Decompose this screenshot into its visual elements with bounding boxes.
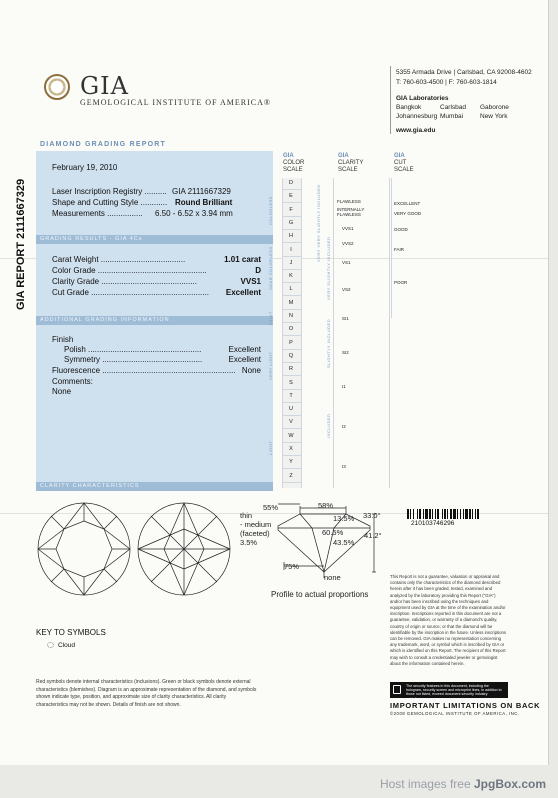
fluorescence-value: None [241, 366, 261, 375]
girdle-line: - medium [240, 520, 272, 529]
barcode-stripe [453, 509, 456, 519]
barcode-stripe [450, 509, 452, 519]
gia-logo-text: GIA [80, 72, 129, 100]
barcode-stripe [444, 509, 446, 519]
symbols-note: Red symbols denote internal characteristics (inclusions). Green or black symbols denote external characteristics (blemishes). Diagram is an approximate representation of the diamond, and symbols shown indicate type, position, and approximate size of clarity characteristics. All clarity characteristics may not be shown. Details of finish are not shown. [36, 679, 257, 708]
barcode-number: 210103746296 [411, 520, 455, 527]
girdle-line: 3.5% [240, 538, 258, 547]
barcode-stripe [465, 509, 468, 519]
cut-scale-header [394, 153, 414, 174]
color-scale-tick [282, 309, 302, 310]
clarity-scale-header [338, 153, 363, 174]
crown-angle: 33.0° [363, 511, 381, 520]
clarity-grade-label: I1 [342, 384, 346, 389]
limitations-notice: IMPORTANT LIMITATIONS ON BACK [390, 701, 541, 710]
crown-height-percentage: 55% [263, 503, 279, 512]
barcode-stripe [429, 509, 431, 519]
color-grade-letter: S [289, 379, 293, 386]
cut-grade: POOR [394, 280, 408, 285]
scale-head-line: COLOR [283, 160, 305, 166]
fluorescence-label: Fluorescence ............................................................ [52, 366, 236, 375]
color-grade-letter: N [289, 313, 293, 319]
clarity-grade-label: VVS2 [342, 241, 354, 246]
color-scale-tick [282, 269, 302, 270]
color-grade-letter: F [289, 206, 293, 213]
gia-logo-subtitle: GEMOLOGICAL INSTITUTE OF AMERICA® [80, 98, 271, 107]
color-grade-letter: K [289, 273, 293, 280]
color-grade-letter: X [289, 446, 293, 452]
clarity-scale-line [389, 178, 390, 488]
shape-value: Round Brilliant [175, 198, 233, 207]
crown-percentage: 13.5% [333, 514, 355, 523]
color-scale-tick [282, 282, 302, 283]
copyright: ©2008 GEMOLOGICAL INSTITUTE OF AMERICA, INC. [390, 711, 520, 716]
culet-size: none [324, 573, 341, 582]
color-scale-tick [282, 216, 302, 217]
lab-name: Johannesburg [396, 113, 438, 120]
clarity-grade-label: I3 [342, 464, 346, 469]
barcode-stripe [417, 509, 418, 519]
website: www.gia.edu [396, 127, 436, 134]
pavilion-plot [138, 503, 230, 595]
clarity-grade-label: SI1 [342, 316, 349, 321]
color-scale-tick [282, 295, 302, 296]
color-scale-tick [282, 428, 302, 429]
barcode-stripe [457, 509, 458, 519]
color-group-label: NEAR COLORLESS [268, 246, 273, 290]
clarity-group-label: VERY SLIGHTLY INCLUDED [326, 236, 331, 300]
color-grade-letter: E [289, 193, 293, 200]
barcode-stripe [472, 509, 473, 519]
security-note: The security features in this document, including the hologram, security screen and microprint lines, in addition to those not listed, exceed document security industry guidelines. [406, 684, 502, 701]
inscription-label: Laser Inscription Registry .......... [52, 187, 167, 196]
pavilion-angle: 41.2° [364, 531, 382, 540]
cloud-icon [47, 642, 54, 648]
band-label: GRADING RESULTS - GIA 4Cs [40, 236, 143, 242]
clarity-grade-label: I2 [342, 424, 346, 429]
clarity-label: Clarity Grade ........................................... [52, 277, 197, 286]
scale-head-line: SCALE [394, 167, 414, 173]
color-grade-letter: Y [289, 459, 293, 466]
carat-value: 1.01 carat [224, 255, 261, 264]
color-scale-tick [282, 335, 302, 336]
symmetry-value: Excellent [228, 355, 261, 364]
lab-name: Carlsbad [440, 104, 467, 111]
lower-half-percentage: 75% [284, 562, 300, 571]
clarity-grade-label: FLAWLESS [337, 199, 361, 204]
clarity-group-label: SLIGHTLY INCLUDED [326, 318, 331, 368]
disclaimer-text: This Report is not a guarantee, valuation or appraisal and contains only the characteristics of the diamond described herein after it has been graded, tested, examined and analyzed by the laboratory providing this Report ("GIA") and/or has been inscribed using the techniques and equipment used by GIA at the time of the examination and/or inscription. Inscriptions reported in this document are not a guarantee, validation, or warranty of a diamond's quality, country of origin or source; or that the diamond will be identifiable by the inscription in the future. Unless inscriptions can be removed. GIA makes no representation concerning any trademark, word, or symbol which is inscribed by GIA or which is identified on this Report. The recipient of this Report may wish to consult a credentialed jeweler or gemologist about the information contained herein. [390, 574, 507, 666]
labs-title: GIA Laboratories [396, 95, 449, 102]
carat-label: Carat Weight ...................................... [52, 255, 186, 264]
clarity-grade-label: VS2 [342, 287, 351, 292]
additional-info-band [36, 316, 273, 325]
report-date: February 19, 2010 [52, 163, 118, 172]
color-grade-letter: L [289, 286, 293, 293]
finish-label: Finish [52, 335, 74, 344]
total-depth-percentage: 60.5% [322, 528, 344, 537]
scale-head-line: GIA [394, 153, 405, 159]
color-scale-tick [282, 402, 302, 403]
lab-name: Gaborone [480, 104, 509, 111]
comments-label: Comments: [52, 377, 93, 386]
color-grade-letter: V [289, 419, 293, 426]
barcode-stripe [435, 509, 436, 519]
color-scale-tick [282, 415, 302, 416]
color-grade-letter: G [288, 219, 294, 226]
color-scale-tick [282, 349, 302, 350]
color-scale-tick [282, 189, 302, 190]
measurements-value: 6.50 - 6.52 x 3.94 mm [155, 209, 233, 218]
address-line-1: 5355 Armada Drive | Carlsbad, CA 92008-4602 [396, 69, 532, 76]
barcode-stripe [413, 509, 414, 519]
cut-grade: GOOD [394, 227, 408, 232]
color-grade-letter: P [289, 339, 293, 346]
proportions-caption: Profile to actual proportions [271, 590, 369, 599]
barcode-stripe [423, 509, 424, 519]
cut-scale-line [391, 178, 392, 318]
color-grade-letter: Q [288, 352, 294, 359]
polish-value: Excellent [228, 345, 261, 354]
pavilion-percentage: 43.5% [333, 538, 355, 547]
color-scale-tick [282, 375, 302, 376]
color-scale-tick [282, 202, 302, 203]
color-scale-tick [282, 455, 302, 456]
security-box [390, 682, 508, 701]
barcode-stripe [407, 509, 409, 519]
color-grade-letter: Z [289, 472, 293, 479]
report-title: DIAMOND GRADING REPORT [40, 141, 166, 148]
color-grade-letter: H [289, 233, 293, 240]
color-value: D [255, 266, 261, 275]
barcode-stripe [475, 509, 476, 519]
color-scale-header [283, 153, 304, 174]
watermark-brand: JpgBox.com [473, 777, 546, 791]
color-scale-tick [282, 468, 302, 469]
clarity-plot-diagrams [34, 499, 246, 601]
barcode-stripe [410, 509, 411, 519]
clarity-grade-label: SI2 [342, 350, 349, 355]
key-to-symbols-title: KEY TO SYMBOLS [36, 628, 106, 637]
color-grade-letter: T [289, 392, 293, 399]
barcode-stripe [477, 509, 479, 519]
color-group-label: FAINT [268, 311, 273, 325]
color-scale-tick [282, 242, 302, 243]
barcode-stripe [425, 509, 428, 519]
scale-head-line: GIA [283, 153, 294, 159]
address-divider [390, 66, 391, 134]
color-group-label: COLORLESS [268, 196, 273, 225]
watermark-text: Host images free [379, 777, 474, 791]
barcode [407, 509, 511, 519]
clarity-scale-line [333, 178, 334, 488]
watermark [380, 777, 546, 791]
color-grade-letter: M [288, 299, 294, 306]
girdle-line: thin [240, 511, 253, 520]
lab-name: New York [480, 113, 508, 120]
scale-head-line: SCALE [283, 167, 303, 173]
color-grade-letter: I [290, 246, 292, 253]
barcode-stripe [460, 509, 461, 519]
color-grade-letter: U [289, 406, 293, 413]
comments-value: None [52, 387, 72, 396]
lock-icon [393, 685, 401, 694]
color-scale-tick [282, 442, 302, 443]
cut-grade: EXCELLENT [394, 201, 421, 206]
clarity-grade-label: VS1 [342, 260, 351, 265]
barcode-stripe [432, 509, 433, 519]
lab-name: Bangkok [396, 104, 422, 111]
color-grade-letter: O [288, 326, 294, 333]
color-grade-letter: D [289, 180, 293, 186]
gia-seal-icon [44, 74, 70, 100]
barcode-stripe [442, 509, 443, 519]
symmetry-label: Symmetry ............................................. [64, 355, 203, 364]
color-scale-tick [282, 482, 302, 483]
polish-label: Polish ................................................... [64, 345, 202, 354]
clarity-grade-label: INTERNALLY FLAWLESS [337, 207, 365, 217]
color-scale-tick [282, 362, 302, 363]
clarity-group-label: VERY VERY SLIGHTLY INCLUDED [316, 184, 321, 262]
band-label: CLARITY CHARACTERISTICS [40, 483, 140, 489]
inscription-value: GIA 2111667329 [172, 187, 231, 196]
color-group-label: VERY LIGHT [268, 351, 273, 380]
scale-head-line: CUT [394, 160, 407, 166]
scale-head-line: CLARITY [338, 160, 364, 166]
color-scale-tick [282, 389, 302, 390]
shape-label: Shape and Cutting Style ............ [52, 198, 168, 207]
key-item-cloud: Cloud [58, 642, 75, 649]
barcode-stripe [469, 509, 471, 519]
measurements-label: Measurements ................ [52, 209, 143, 218]
cut-value: Excellent [225, 288, 261, 297]
color-scale-tick [282, 229, 302, 230]
address-line-2: T: 760-603-4500 | F: 760-603-1814 [396, 79, 497, 86]
cut-grade: VERY GOOD [394, 211, 422, 216]
barcode-stripe [463, 509, 464, 519]
barcode-stripe [437, 509, 439, 519]
color-label: Color Grade ................................................. [52, 266, 207, 275]
clarity-grade-label: VVS1 [342, 226, 354, 231]
table-percentage: 58% [318, 501, 334, 510]
color-grade-letter: W [288, 432, 294, 439]
color-grade-letter: J [289, 259, 293, 266]
color-scale-tick [282, 256, 302, 257]
clarity-value: VVS1 [240, 277, 261, 286]
barcode-stripe [419, 509, 421, 519]
clarity-group-label: INCLUDED [326, 413, 331, 438]
cut-grade: FAIR [394, 247, 405, 252]
scale-head-line: GIA [338, 153, 349, 159]
crown-plot [38, 503, 130, 595]
color-scale-tick [282, 322, 302, 323]
grading-results-band [36, 235, 273, 244]
report-number-vertical: GIA REPORT 2111667329 [15, 178, 27, 310]
girdle-description [240, 511, 271, 547]
girdle-line: (faceted) [240, 529, 270, 538]
color-grade-letter: R [289, 366, 293, 373]
cut-label: Cut Grade ..................................................... [52, 288, 209, 297]
scale-head-line: SCALE [338, 167, 358, 173]
band-label: ADDITIONAL GRADING INFORMATION [40, 317, 170, 323]
clarity-characteristics-band [36, 482, 273, 491]
barcode-stripe [447, 509, 448, 519]
color-group-label: LIGHT [268, 440, 273, 455]
lab-name: Mumbai [440, 113, 464, 120]
